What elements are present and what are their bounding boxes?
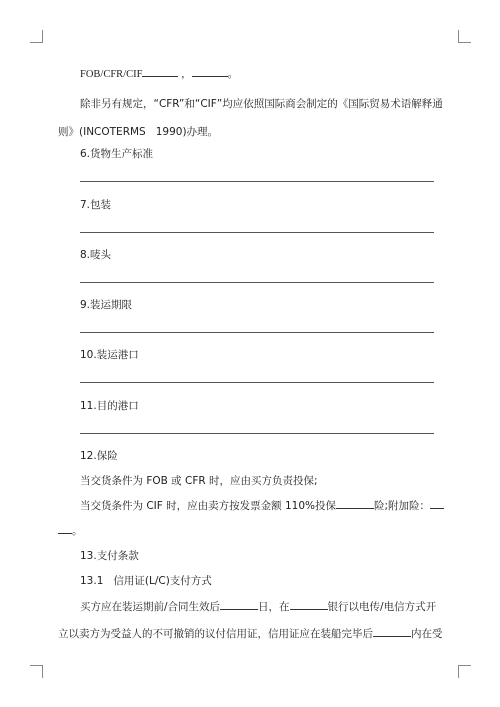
period: 。 <box>227 68 239 80</box>
crop-mark-top-right <box>458 30 471 43</box>
blank-field <box>430 499 444 509</box>
crop-mark-bottom-left <box>30 665 43 678</box>
blank-field <box>58 524 72 534</box>
lc-text: 银行以电传/电信方式开 <box>327 601 437 613</box>
insurance-cif-text: 当交货条件为 CIF 时，应由卖方按发票金额 110%投保 <box>80 500 336 512</box>
lc-text: 买方应在装运期前/合同生效后 <box>80 601 221 613</box>
insurance-fob-line: 当交货条件为 FOB 或 CFR 时，应由买方负责投保; <box>80 475 318 487</box>
section-title: 11.目的港口 <box>80 400 139 412</box>
blank-field <box>373 627 411 637</box>
lc-subtitle: 13.1 信用证(L/C)支付方式 <box>80 575 212 587</box>
lc-text: 日，在 <box>258 601 290 613</box>
incoterms-paragraph-line-2: 则》(INCOTERMS 1990)办理。 <box>58 126 219 138</box>
separator: ， <box>181 68 192 80</box>
blank-field <box>192 67 228 77</box>
fill-in-line <box>80 332 434 333</box>
blank-field <box>290 600 328 610</box>
price-terms-line <box>80 67 238 82</box>
period: 。 <box>72 525 83 537</box>
insurance-cif-line <box>80 499 444 513</box>
blank-field <box>336 499 374 509</box>
lc-text: 立以卖方为受益人的不可撤销的议付信用证，信用证应在装船完毕后 <box>58 628 373 640</box>
lc-line-1 <box>80 600 436 614</box>
insurance-additional-label: 险;附加险： <box>374 500 431 512</box>
insurance-title: 12.保险 <box>80 450 118 462</box>
payment-title: 13.支付条款 <box>80 550 139 562</box>
fill-in-line <box>80 232 434 233</box>
section-title: 8.唛头 <box>80 249 112 261</box>
lc-text: 内在受 <box>411 628 443 640</box>
fill-in-line <box>80 382 434 383</box>
insurance-cif-continuation <box>58 524 83 538</box>
blank-field <box>220 600 258 610</box>
section-title: 9.装运期限 <box>80 299 133 311</box>
crop-mark-bottom-right <box>458 665 471 678</box>
price-terms-label: FOB/CFR/CIF <box>80 69 143 80</box>
blank-field <box>142 67 178 77</box>
crop-mark-top-left <box>30 30 43 43</box>
section-title: 10.装运港口 <box>80 349 139 361</box>
fill-in-line <box>80 282 434 283</box>
incoterms-paragraph-line-1: 除非另有规定，“CFR”和“CIF”均应依照国际商会制定的《国际贸易术语解释通 <box>80 98 443 110</box>
section-title: 6.货物生产标准 <box>80 148 154 160</box>
section-title: 7.包装 <box>80 199 112 211</box>
fill-in-line <box>80 181 434 182</box>
fill-in-line <box>80 433 434 434</box>
lc-line-2 <box>58 627 443 641</box>
